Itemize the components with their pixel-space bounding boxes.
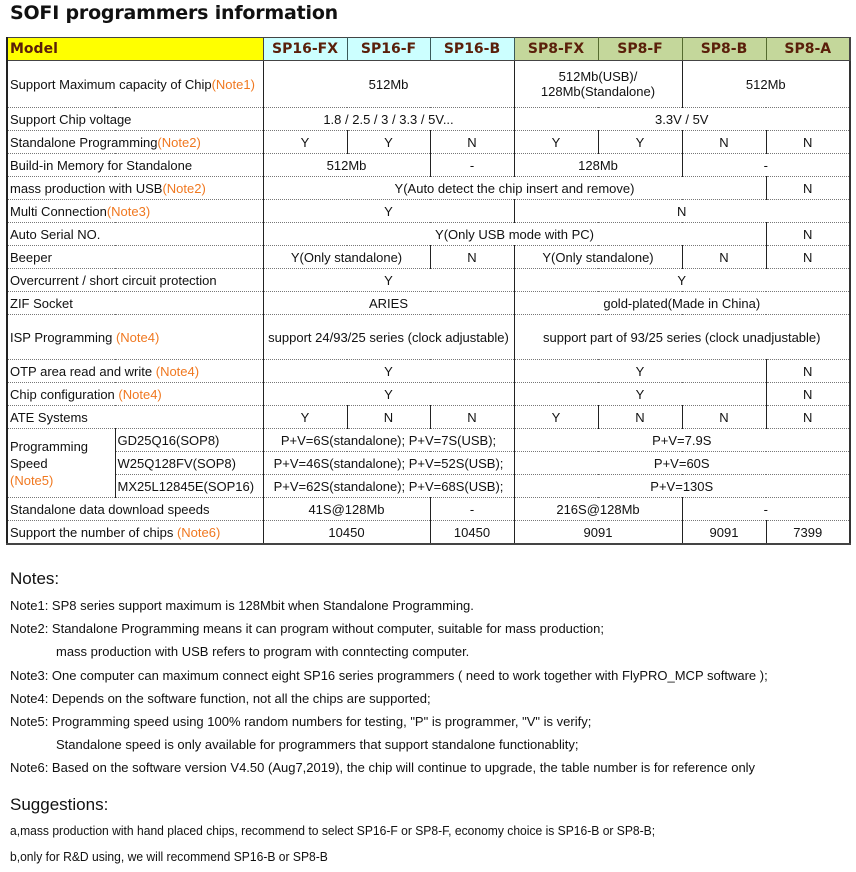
cell: Y [263,360,514,383]
cell: Y [514,406,598,429]
header-sp16-fx: SP16-FX [263,38,347,61]
label-text: Support Maximum capacity of Chip [10,76,212,92]
programmers-spec-table [6,37,851,545]
note-ref: (Note6) [176,524,221,540]
cell: Y(Only standalone) [263,246,430,269]
label-text: Multi Connection [10,203,107,219]
cell: support part of 93/25 series (clock unadjustable) [514,315,850,360]
label-text: Programming [10,438,89,454]
row-label: Support Chip voltage [7,108,263,131]
note-ref: (Note5) [10,472,54,488]
row-label: Build-in Memory for Standalone [7,154,263,177]
table-row [7,406,850,429]
cell: Y [263,269,514,292]
cell: 7399 [766,521,850,545]
table-row [7,292,850,315]
table-row [7,108,850,131]
note-ref: (Note4) [115,329,160,345]
cell: Y [263,131,347,154]
row-label [7,360,263,383]
label-text: Chip configuration [10,386,119,402]
table-row [7,61,850,108]
label-text: Speed [10,455,48,471]
table-row [7,154,850,177]
cell: Y [514,383,766,406]
suggestion-line: a,mass production with hand placed chips, recommend to select SP16-F or SP8-F, economy choice is SP16-B or SP8-B; [10,823,656,838]
cell: Y [598,131,682,154]
suggestions-title: Suggestions: [10,795,109,814]
note-line: Note6: Based on the software version V4.50 (Aug7,2019), the chip will continue to upgrade, the table number is for reference only [10,760,756,776]
suggestion-line: b,only for R&D using, we will recommend SP16-B or SP8-B [10,849,328,864]
table-row [7,498,850,521]
cell: Y [514,269,850,292]
cell: N [347,406,430,429]
cell: 10450 [430,521,514,545]
cell: Y [263,406,347,429]
chip-name: W25Q128FV(SOP8) [115,452,263,475]
label-text: OTP area read and write [10,363,156,379]
cell-line: 512Mb(USB)/ [558,69,638,84]
row-label [7,315,263,360]
label-text: Standalone Programming [10,134,158,150]
note-ref: (Note2) [157,134,201,150]
cell: P+V=46S(standalone); P+V=52S(USB); [263,452,514,475]
cell: Y [347,131,430,154]
cell: P+V=7.9S [514,429,850,452]
cell: N [766,383,850,406]
header-sp16-b: SP16-B [430,38,514,61]
cell: 3.3V / 5V [514,108,850,131]
row-label [7,521,263,545]
table-row [7,131,850,154]
note-ref: (Note1) [211,76,255,92]
note-ref: (Note4) [155,363,200,379]
note-ref: (Note2) [162,180,206,196]
cell: - [682,154,850,177]
table-row [7,269,850,292]
cell: 512Mb [263,154,430,177]
header-model: Model [7,38,263,61]
cell: 1.8 / 2.5 / 3 / 3.3 / 5V... [263,108,514,131]
cell: 9091 [514,521,682,545]
row-label: ATE Systems [7,406,263,429]
cell: N [766,223,850,246]
row-label-programming-speed [7,429,115,498]
cell: N [766,131,850,154]
label-text: ISP Programming [10,329,116,345]
table-row [7,521,850,545]
cell: - [682,498,850,521]
table-row [7,360,850,383]
row-label [7,383,263,406]
cell-line: 128Mb(Standalone) [540,84,656,99]
note-ref: (Note3) [106,203,151,219]
row-label [7,200,263,223]
table-row [7,223,850,246]
label-text: mass production with USB [10,180,163,196]
header-row [7,38,850,61]
table-row [7,177,850,200]
note-line: Note3: One computer can maximum connect eight SP16 series programmers ( need to work together with FlyPRO_MCP software ); [10,667,768,683]
row-label: Auto Serial NO. [7,223,263,246]
label-text: Support the number of chips [10,524,177,540]
row-label [7,61,263,108]
header-sp8-fx: SP8-FX [514,38,598,61]
row-label: ZIF Socket [7,292,263,315]
row-label: Overcurrent / short circuit protection [7,269,263,292]
cell: 512Mb [682,61,850,108]
cell: - [430,154,514,177]
header-sp8-f: SP8-F [598,38,682,61]
table-row [7,246,850,269]
cell: N [682,406,766,429]
cell: gold-plated(Made in China) [514,292,850,315]
cell: Y(Only standalone) [514,246,682,269]
cell: N [766,246,850,269]
cell [514,61,682,108]
note-line: Note5: Programming speed using 100% random numbers for testing, "P" is programmer, "V" is verify; [10,714,592,730]
notes-section [10,566,768,780]
cell: Y [514,131,598,154]
cell: N [766,360,850,383]
cell: Y(Only USB mode with PC) [263,223,766,246]
cell: Y [263,200,514,223]
cell: P+V=62S(standalone); P+V=68S(USB); [263,475,514,498]
note-line: Note2: Standalone Programming means it can program without computer, suitable for mass production; [10,621,604,637]
cell: 9091 [682,521,766,545]
suggestions-section [10,792,704,870]
cell: 216S@128Mb [514,498,682,521]
header-sp8-a: SP8-A [766,38,850,61]
row-label [7,131,263,154]
note-line: mass production with USB refers to program with conntecting computer. [56,644,470,660]
note-ref: (Note4) [118,386,162,402]
note-line: Note4: Depends on the software function, not all the chips are supported; [10,690,431,706]
table-row [7,315,850,360]
table-row [7,200,850,223]
chip-name: GD25Q16(SOP8) [115,429,263,452]
cell: 128Mb [514,154,682,177]
cell: 10450 [263,521,430,545]
cell: N [514,200,850,223]
header-sp16-f: SP16-F [347,38,430,61]
cell: N [682,131,766,154]
header-sp8-b: SP8-B [682,38,766,61]
cell: N [766,177,850,200]
cell: N [682,246,766,269]
cell: P+V=60S [514,452,850,475]
cell: N [430,406,514,429]
note-line: Standalone speed is only available for programmers that support standalone functionablity; [56,737,579,753]
row-label: Beeper [7,246,263,269]
cell: 512Mb [263,61,514,108]
cell: Y [263,383,514,406]
page-title: SOFI programmers information [10,2,339,24]
row-label [7,177,263,200]
row-label: Standalone data download speeds [7,498,263,521]
cell: N [766,406,850,429]
cell: P+V=6S(standalone); P+V=7S(USB); [263,429,514,452]
cell: - [430,498,514,521]
notes-title: Notes: [10,569,60,588]
cell: N [598,406,682,429]
chip-name: MX25L12845E(SOP16) [115,475,263,498]
table-row [7,475,850,498]
table-row [7,429,850,452]
cell: Y(Auto detect the chip insert and remove) [263,177,766,200]
table-row [7,383,850,406]
cell: 41S@128Mb [263,498,430,521]
table-row [7,452,850,475]
cell: Y [514,360,766,383]
cell: support 24/93/25 series (clock adjustable) [263,315,514,360]
note-line: Note1: SP8 series support maximum is 128Mbit when Standalone Programming. [10,598,474,613]
cell: N [430,246,514,269]
cell: N [430,131,514,154]
cell: P+V=130S [514,475,850,498]
cell: ARIES [263,292,514,315]
